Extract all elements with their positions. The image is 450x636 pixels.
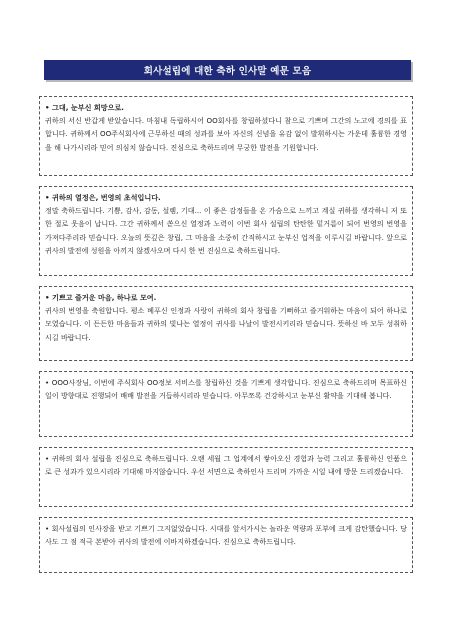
section-body: 귀사의 번영을 축원합니다. 평소 베푸신 인정과 사랑이 귀하의 회사 창립을 기뻐하고 즐거워하는 마음이 되어 하나로 모였습니다. 이 든든한 마음들과 귀하의 빛나는 열정이 귀사를 나날이 발전시키리라 믿습니다. 뜻하신 바 모두 성취하시길 바랍니다. — [45, 306, 407, 342]
section-body: 정말 축하드립니다. 기쁨, 감사, 감동, 설렘, 기대... 이 좋은 감정들을 온 가슴으로 느끼고 계실 귀하를 생각하니 저 또한 절로 웃음이 납니다. 그간 귀하께서 쏟으신 열정과 노력이 이번 회사 설립의 탄탄한 밑거름이 되어 번영의 번영을 가져다주리라 믿습니다. 오늘의 뜻깊은 창립, 그 마음을 소중히 간직하시고 눈부신 업적을 이루시길 바랍니다. 앞으로 귀사의 발전에 성원을 아끼지 않겠사오며 다시 한 번 진심으로 축하드립니다. — [45, 206, 407, 255]
greeting-section-5 — [39, 447, 413, 507]
greeting-section-3 — [39, 286, 413, 361]
section-heading: • 귀하의 열정은, 번영의 초석입니다. — [45, 193, 161, 202]
greeting-section-4 — [39, 371, 413, 437]
section-body: • 귀하의 회사 설립을 진심으로 축하드립니다. 오랜 세월 그 업계에서 쌓아오신 경험과 능력 그리고 훌륭하신 인품으로 큰 성과가 있으시리라 기대해 마지않습니다. 우선 서면으로 축하인사 드리며 가까운 시일 내에 방문 드리겠습니다. — [45, 454, 407, 477]
section-body: 귀하의 서신 반갑게 받았습니다. 마침내 독립하시어 OO회사를 창립하셨다니 참으로 기쁘며 그간의 노고에 경의를 표합니다. 귀하께서 OO주식회사에 근무하신 때의 성과를 보아 자신의 신념을 유감 없이 발휘하시는 가운데 훌륭한 경영을 해 나가시리라 믿어 의심치 않습니다. 진심으로 축하드리며 무궁한 발전을 기원합니다. — [45, 116, 407, 152]
section-heading: • 그대, 눈부신 희망으로. — [45, 103, 125, 112]
section-body: • OOO사장님, 이번에 주식회사 OO정보 서비스를 창립하신 것을 기쁘게 생각합니다. 진심으로 축하드리며 목표하신 일이 방향대로 진행되어 배배 발전을 거듭하시리라 믿습니다. 아무쪼록 건강하시고 눈부신 활약을 기대해 봅니다. — [45, 378, 407, 401]
document-title: 회사설립에 대한 축하 인사말 예문 모음 — [44, 60, 411, 80]
greeting-section-1 — [39, 96, 413, 176]
section-heading: • 기쁘고 즐거운 마음, 하나로 모여. — [45, 293, 157, 302]
section-body: • 회사설립의 인사장을 받고 기쁘기 그지없었습니다. 시대를 앞서가시는 놀라운 역량과 포부에 크게 감탄했습니다. 당사도 그 점 적극 본받아 귀사의 발전에 이바지하겠습니다. 진심으로 축하드립니다. — [45, 524, 407, 547]
greeting-section-2 — [39, 186, 413, 276]
greeting-section-6 — [39, 517, 413, 573]
